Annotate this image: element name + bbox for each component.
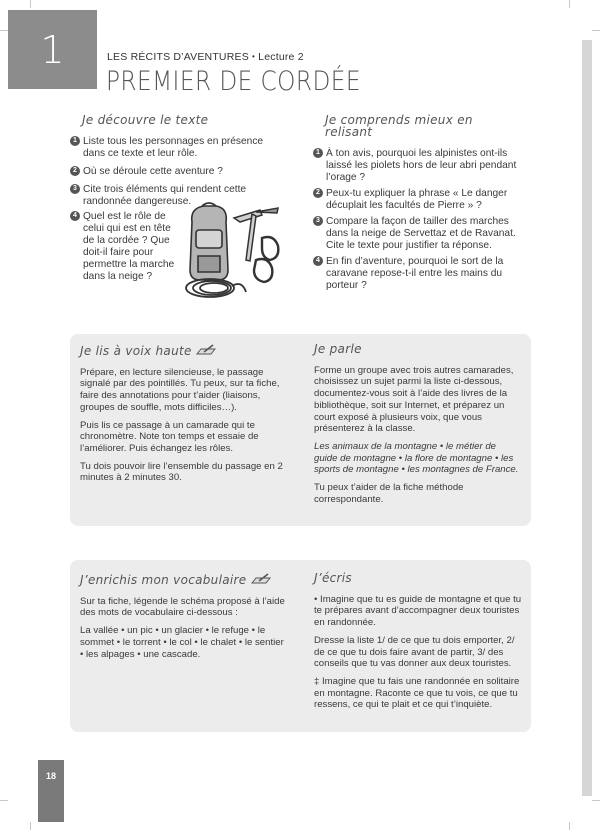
page-title: PREMIER DE CORDÉE xyxy=(106,66,361,97)
crop-mark xyxy=(569,822,570,830)
notebook-pencil-icon xyxy=(251,573,271,585)
lecture-label: Lecture 2 xyxy=(258,51,304,63)
question-item xyxy=(70,166,286,178)
chapter-number: 1 xyxy=(8,10,97,89)
paragraph: Tu dois pouvoir lire l’ensemble du passage en 2 minutes à 2 minutes 30. xyxy=(80,460,283,484)
notebook-pencil-icon xyxy=(196,344,216,356)
paragraph: Dresse la liste 1/ de ce que tu dois emporter, 2/ de ce que tu dois faire avant de partir, 3/ des conseils que tu vas donner aux deux touristes. xyxy=(314,634,515,670)
number-badge: 3 xyxy=(313,216,323,226)
number-badge: 4 xyxy=(313,256,323,266)
section-heading: Je parle xyxy=(314,342,362,356)
paragraph: Sur ta fiche, légende le schéma proposé à l’aide des mots de vocabulaire ci-dessous : xyxy=(80,595,285,619)
question-item xyxy=(313,148,523,184)
crop-mark xyxy=(569,0,570,8)
question-text: Où se déroule cette aventure ? xyxy=(83,166,223,177)
rope-icon xyxy=(186,279,246,297)
question-item xyxy=(313,256,523,292)
number-badge: 2 xyxy=(70,166,80,176)
series-label xyxy=(107,51,304,63)
carabiner-icon xyxy=(254,237,278,282)
crop-mark xyxy=(30,822,31,830)
crop-mark xyxy=(30,0,31,8)
crop-mark xyxy=(592,30,600,31)
word-list: La vallée • un pic • un glacier • le refuge • le sommet • le torrent • le col • le chalet • le sentier • les alpages • une cascade. xyxy=(80,625,284,660)
question-text: Liste tous les personnages en présence dans ce texte et leur rôle. xyxy=(83,136,264,159)
crop-mark xyxy=(592,800,600,801)
paragraph: Prépare, en lecture silencieuse, le passage signalé par des pointillés. Tu peux, sur ta fiche, faire des annotations pour t’aider (liaisons, groupes de souffle, mots difficiles…). xyxy=(80,366,280,413)
section-heading xyxy=(80,573,285,587)
section-voix-haute xyxy=(80,344,285,490)
heading-text: J’enrichis mon vocabulaire xyxy=(80,573,247,587)
series-name: LES RÉCITS D’AVENTURES xyxy=(107,51,249,63)
number-badge: 4 xyxy=(70,211,80,221)
number-badge: 1 xyxy=(70,136,80,146)
crop-mark xyxy=(0,800,8,801)
section-heading: J’écris xyxy=(314,571,352,585)
question-text: À ton avis, pourquoi les alpinistes ont-ils laissé les piolets hors de leur abri pendant l’orage ? xyxy=(326,148,517,183)
question-text: En fin d’aventure, pourquoi le sort de la caravane repose-t-il entre les mains du porteur ? xyxy=(326,256,504,291)
question-item xyxy=(313,216,523,252)
paragraph: Puis lis ce passage à un camarade qui te chronomètre. Note ton temps et essaie de l’améliorer. Puis échangez les rôles. xyxy=(80,419,259,454)
question-text: Cite trois éléments qui rendent cette randonnée dangereuse. xyxy=(83,184,247,207)
margin-bar xyxy=(582,40,592,796)
paragraph: Tu peux t’aider de la fiche méthode correspondante. xyxy=(314,482,464,505)
question-text: Quel est le rôle de celui qui est en tête de la cordée ? Que doit-il faire pour permettre la marche dans la neige ? xyxy=(83,211,175,282)
question-item xyxy=(70,136,270,160)
question-item xyxy=(313,188,523,212)
ice-axe-icon xyxy=(234,208,278,261)
separator: • xyxy=(252,52,256,61)
section-ecris xyxy=(314,573,522,717)
section-parle xyxy=(314,344,522,511)
section-heading: Je comprends mieux en relisant xyxy=(325,113,473,139)
question-text: Peux-tu expliquer la phrase « Le danger décuplait les facultés de Pierre » ? xyxy=(326,188,508,211)
page-number: 18 xyxy=(38,760,64,822)
number-badge: 1 xyxy=(313,148,323,158)
question-item xyxy=(70,211,178,283)
climbing-gear-illustration xyxy=(182,200,286,300)
section-heading xyxy=(80,344,285,358)
crop-mark xyxy=(0,30,8,31)
backpack-icon xyxy=(190,203,228,280)
section-vocabulaire xyxy=(80,573,285,666)
section-heading: Je découvre le texte xyxy=(82,113,209,127)
heading-text: Je lis à voix haute xyxy=(80,344,192,358)
number-badge: 3 xyxy=(70,184,80,194)
topic-list: Les animaux de la montagne • le métier de guide de montagne • la flore de montagne • les sports de montagne • les montagnes de France. xyxy=(314,440,519,476)
paragraph: • Imagine que tu es guide de montagne et que tu te prépares avant d’accompagner deux touristes en randonnée. xyxy=(314,593,522,629)
question-text: Compare la façon de tailler des marches dans la neige de Servettaz et de Ravanat. Cite le texte pour justifier ta réponse. xyxy=(326,216,516,251)
paragraph: Forme un groupe avec trois autres camarades, choisissez un sujet parmi la liste ci-dessous, documentez-vous soit à l’aide des livres de la bibliothèque, soit sur Internet, et préparez un court exposé à plusieurs voix, que vous présenterez à la classe. xyxy=(314,364,514,435)
number-badge: 2 xyxy=(313,188,323,198)
section-comprends xyxy=(313,114,523,295)
paragraph: ‡ Imagine que tu fais une randonnée en solitaire en montagne. Raconte ce que tu vois, ce que tu ressens, ce qui te plait et ce qui t’inquiète. xyxy=(314,675,520,711)
